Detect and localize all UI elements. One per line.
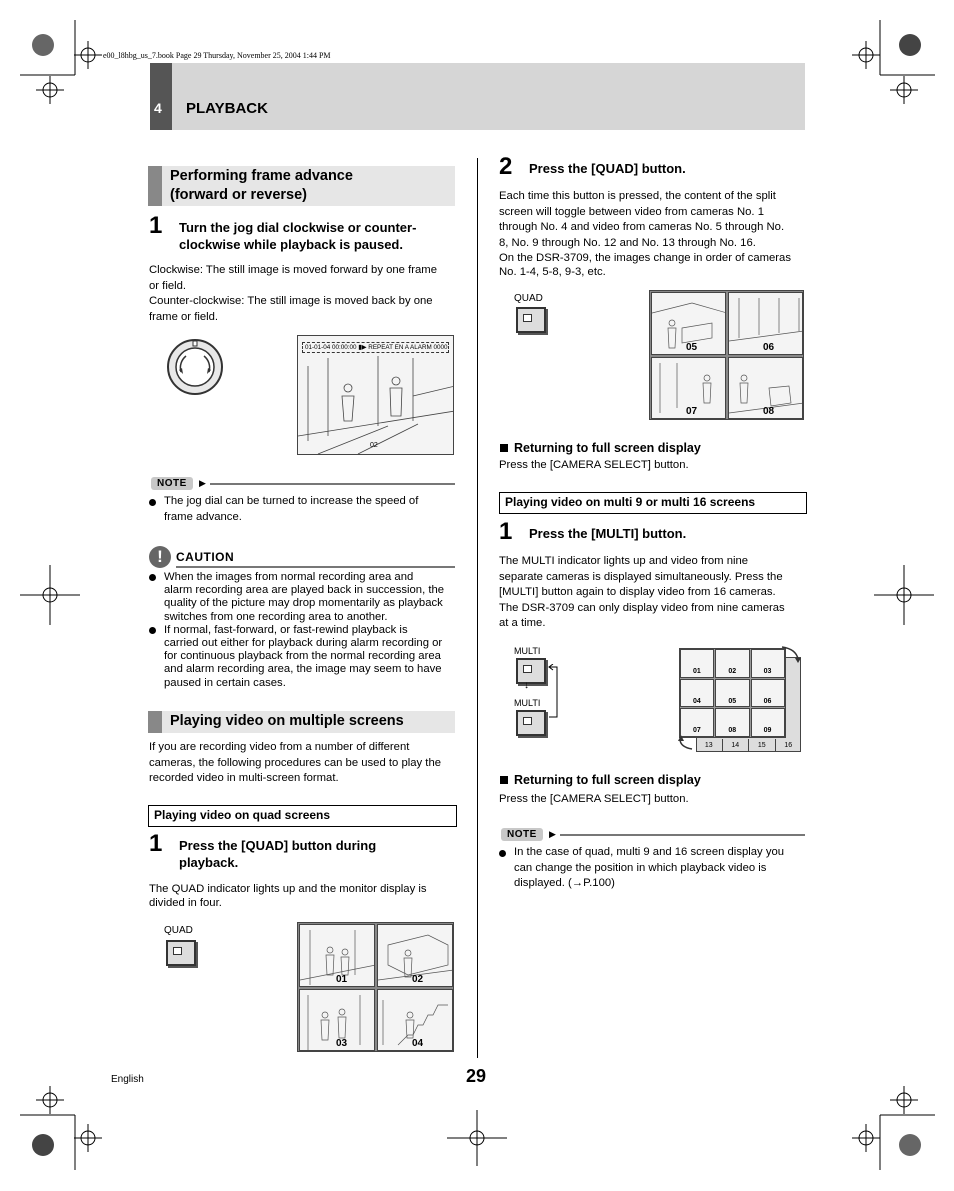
camera-number: 04: [693, 697, 701, 705]
return-text: Press the [CAMERA SELECT] button.: [499, 793, 689, 805]
camera-tile: [728, 357, 803, 419]
camera-number: 03: [336, 1038, 348, 1049]
return-text: Press the [CAMERA SELECT] button.: [499, 459, 689, 471]
step-text: Turn the jog dial clockwise or counter- clockwise while playback is paused.: [179, 220, 417, 252]
page-number: 29: [466, 1066, 487, 1086]
note-arrow-icon: ▶: [549, 829, 556, 839]
caution-rule: [176, 566, 455, 568]
camera-number: 04: [412, 1038, 424, 1049]
square-bullet-icon: [500, 776, 508, 784]
camera-number: 08: [728, 727, 737, 735]
quad-screen-image-5-8: [649, 290, 804, 420]
quad-description: The QUAD indicator lights up and the monitor display is divided in four.: [149, 883, 427, 909]
quad-screen-image-1-4: [297, 922, 454, 1052]
screen-camera-number: 02: [370, 442, 378, 449]
arrow-right-icon: →: [571, 877, 584, 889]
note-rule: [210, 483, 455, 485]
jog-dial-icon: [166, 338, 224, 401]
multi-screen-image: [678, 645, 803, 753]
camera-number: 07: [686, 406, 698, 417]
camera-tile: [377, 924, 453, 987]
camera-tile: [377, 989, 453, 1051]
chapter-title: PLAYBACK: [186, 100, 268, 117]
camera-tile: [728, 292, 803, 355]
multi-button[interactable]: [516, 710, 546, 736]
screen-status-bar: 01-01-04 00:00:00 ▮▶ REPEAT EN A ALARM 0000: [302, 342, 449, 353]
caution-icon: !: [149, 546, 171, 568]
camera-number: 14: [723, 739, 750, 752]
footer-language: English: [111, 1074, 144, 1085]
section-title-multi-screens: Playing video on multiple screens: [148, 711, 455, 733]
camera-tile: [651, 357, 726, 419]
camera-number: 05: [728, 697, 737, 705]
camera-number: 05: [686, 342, 698, 353]
playback-screen-image: [297, 335, 454, 455]
quad-button[interactable]: [516, 307, 546, 333]
step-text: Press the [MULTI] button.: [529, 526, 687, 541]
step-number: 1: [499, 518, 513, 545]
chapter-band: [150, 63, 805, 130]
print-header: e00_l8hbg_us_7.book Page 29 Thursday, November 25, 2004 1:44 PM: [103, 51, 331, 60]
section-title-frame-advance: Performing frame advance (forward or reverse): [148, 166, 455, 206]
multi-button[interactable]: [516, 658, 546, 684]
chapter-number: 4: [154, 100, 162, 116]
return-heading: Returning to full screen display: [514, 441, 701, 455]
step-number: 1: [149, 212, 163, 239]
note-bullet: The jog dial can be turned to increase the speed of frame advance.: [149, 494, 449, 525]
multi-screens-description: If you are recording video from a number of different cameras, the following procedures can be used to play the recorded video in multi-screen format.: [149, 741, 442, 784]
note-bullet: In the case of quad, multi 9 and 16 screen display you can change the position in which playback video is displayed. (→P.100): [499, 845, 805, 892]
multi-description: The MULTI indicator lights up and video from nine separate cameras is displayed simultaneously. Press the [MULTI] button again to display video from 16 cameras. The DSR-3709 can only display video from nine cameras at a time.: [499, 555, 785, 629]
note-tag: NOTE: [151, 477, 193, 490]
camera-number: 06: [763, 342, 775, 353]
step-number: 1: [149, 830, 163, 857]
chapter-number-tab: [150, 63, 172, 130]
column-divider: [477, 158, 478, 1058]
quad-toggle-description: Each time this button is pressed, the content of the split screen will toggle between video from cameras No. 1 through No. 4 and video from cameras No. 5 through No. 8, No. 9 through No. 12 and No. 13 through No. 16. On the DSR-3709, the images change in order of cameras No. 1-4, 5-8, 9-3, etc.: [499, 190, 791, 278]
subsection-multi-screens: Playing video on multi 9 or multi 16 screens: [499, 492, 807, 514]
camera-number: 15: [749, 739, 776, 752]
step-text: Press the [QUAD] button.: [529, 161, 686, 176]
loop-bracket-icon: [548, 664, 560, 725]
note-rule: [560, 834, 805, 836]
camera-number: 01: [336, 974, 348, 985]
toggle-arrow-icon: ↓: [524, 680, 529, 691]
quad-button-label: QUAD: [164, 925, 193, 936]
camera-number: 03: [763, 668, 772, 675]
note-arrow-icon: ▶: [199, 478, 206, 488]
multi-button-label: MULTI: [514, 646, 541, 656]
camera-number: 01: [693, 668, 701, 675]
subsection-quad-screens: Playing video on quad screens: [148, 805, 457, 827]
quad-button[interactable]: [166, 940, 196, 966]
note-tag: NOTE: [501, 828, 543, 841]
camera-number: 08: [763, 406, 775, 417]
camera-number: 02: [412, 974, 424, 985]
camera-number: 13: [696, 739, 723, 752]
camera-tile: [651, 292, 726, 355]
return-heading: Returning to full screen display: [514, 773, 701, 787]
square-bullet-icon: [500, 444, 508, 452]
camera-number: 02: [728, 668, 737, 675]
caution-list: When the images from normal recording area and alarm recording area are played back in succession, the quality of the picture may drop momentarily as playback switches from one recording area to another. If normal, fast-forward, or fast-rewind playback is carried out either for playback during alarm recording or for continuous playback from the normal recording area and alarm recording area, the image may seem to have paused in certain cases.: [149, 571, 459, 690]
camera-number: 06: [763, 697, 772, 705]
camera-number: 09: [763, 727, 772, 735]
step-number: 2: [499, 153, 513, 180]
camera-number: 16: [784, 742, 793, 749]
quad-button-label: QUAD: [514, 293, 543, 304]
caution-label: CAUTION: [176, 550, 235, 564]
camera-tile: [299, 989, 375, 1051]
camera-number: 07: [693, 727, 701, 735]
multi-button-label: MULTI: [514, 698, 541, 708]
step-text: Press the [QUAD] button during playback.: [179, 838, 377, 870]
frame-advance-description: Clockwise: The still image is moved forward by one frame or field. Counter-clockwise: The still image is moved back by one frame or field.: [149, 264, 437, 323]
camera-tile: [299, 924, 375, 987]
